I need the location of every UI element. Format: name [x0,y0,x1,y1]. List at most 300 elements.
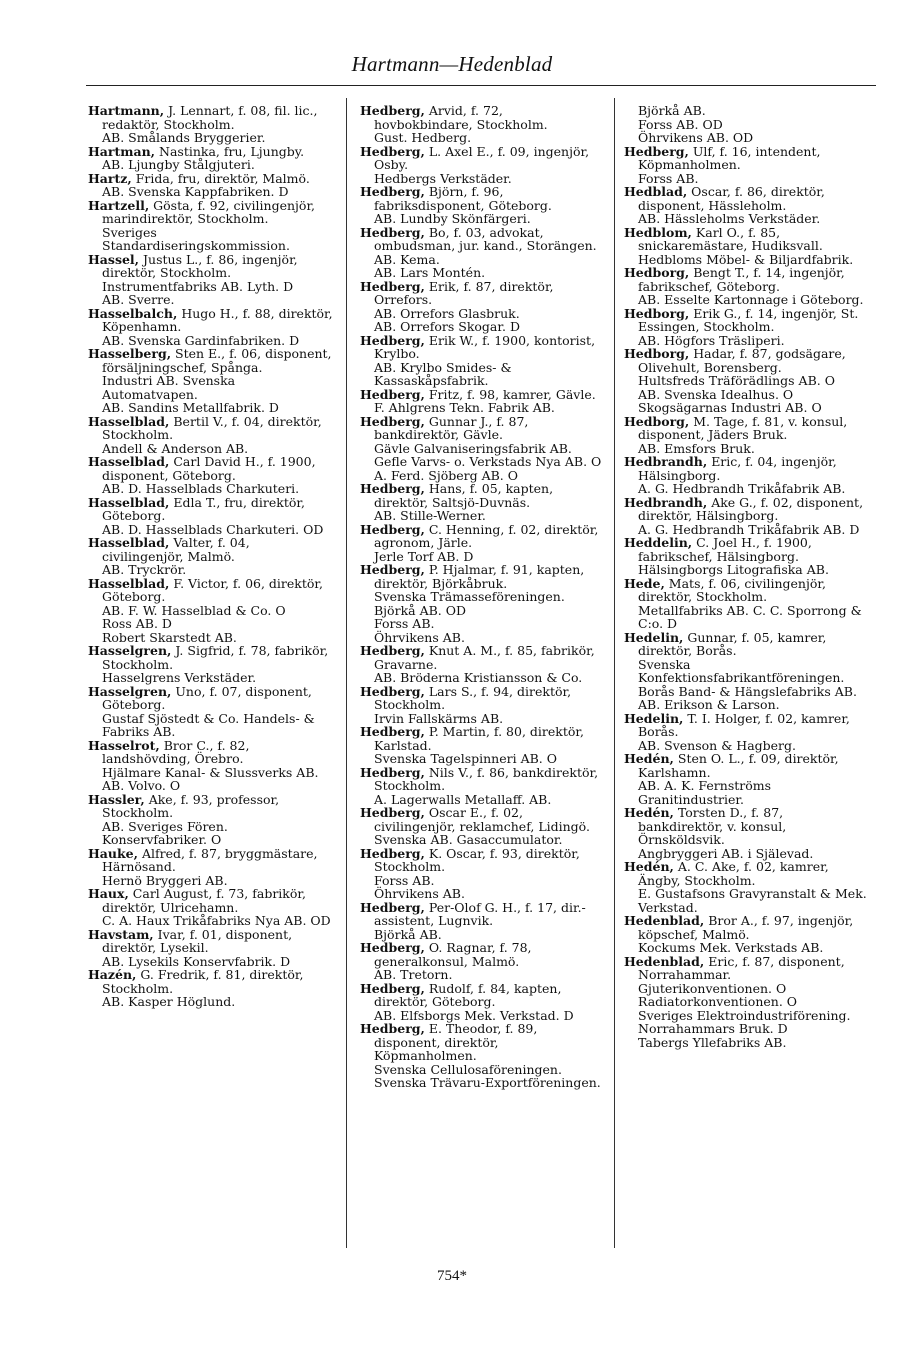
entry-company: AB. A. K. Fernströms Granitindustrier. [638,778,772,807]
entry-surname: Hedenblad, [624,913,705,928]
entry-surname: Hedberg, [360,386,425,402]
directory-entry [624,104,868,145]
entry-company: A. Ferd. Sjöberg AB. O [374,467,519,483]
entry-surname: Hedberg, [360,724,425,739]
directory-entry [360,104,602,145]
entry-surname: Hedberg, [360,683,425,699]
directory-entry [624,226,868,267]
entry-company: Gävle Galvaniseringsfabrik AB. [374,440,572,456]
entry-details: Torsten D., f. 87, bankdirektör, v. konsul, Örnsköldsvik. [638,805,787,847]
entry-company: Svenska Trävaru-Exportföreningen. [374,1075,601,1090]
entry-company: Svenska Trämasseföreningen. [374,589,565,604]
entry-company: A. G. Hedbrandh Trikåfabrik AB. [638,481,846,496]
entry-company: Björkå AB. [374,926,442,942]
entry-person [624,860,868,887]
directory-entry [624,752,868,806]
entry-company: Robert Skarstedt AB. [102,629,237,645]
entry-person [624,752,868,779]
entry-surname: Hedborg, [624,305,690,321]
entry-surname: Hedberg, [360,899,425,915]
entry-company: AB. Emsfors Bruk. [638,440,755,456]
entry-surname: Hasselgren, [88,683,172,699]
directory-entry [360,563,602,644]
entry-surname: Hasselgren, [88,643,172,658]
entry-details: A. C. Ake, f. 02, kamrer, Ängby, Stockholm. [638,859,829,888]
entry-company: Hasselgrens Verkstäder. [102,670,257,685]
entry-person [360,563,602,590]
entry-person [624,806,868,847]
entry-company: AB. Krylbo Smides- & Kassaskåpsfabrik. [374,359,512,388]
entry-company: Irvin Fallskärms AB. [374,710,504,726]
header-rule [86,85,876,86]
entry-surname: Hedberg, [360,764,425,780]
directory-entry [88,847,334,888]
entry-details: Knut A. M., f. 85, fabrikör, Gravarne. [374,643,595,672]
entry-details: Erik W., f. 1900, kontorist, Krylbo. [374,332,596,361]
directory-entry [88,887,334,928]
directory-entry [88,104,334,145]
entry-person [360,982,602,1009]
directory-entry [624,347,868,415]
entry-person [360,523,602,550]
entry-surname: Haux, [88,886,129,901]
entry-details: Karl O., f. 85, snickaremästare, Hudiksvall. [638,224,823,253]
directory-entry [88,793,334,847]
entry-person [88,793,334,820]
directory-entry [360,226,602,280]
entry-company: AB. Elfsborgs Mek. Verkstad. D [374,1007,574,1023]
directory-entry [624,536,868,577]
entry-company: Forss AB. [374,616,435,631]
directory-entry [624,860,868,914]
entry-details: Bror A., f. 97, ingenjör, köpschef, Malmö. [638,913,854,942]
entry-details: Bo, f. 03, advokat, ombudsman, jur. kand., Storängen. [374,224,597,253]
entry-details: Erik, f. 87, direktör, Orrefors. [374,278,554,307]
entry-company: Instrumentfabriks AB. Lyth. D [102,278,294,294]
entry-surname: Hedberg, [360,1021,425,1036]
entry-details: P. Hjalmar, f. 91, kapten, direktör, Björkåbruk. [374,562,585,591]
entry-person [624,307,868,334]
entry-company: Hedbergs Verkstäder. [374,170,512,186]
directory-entry [88,536,334,577]
entry-person [360,280,602,307]
entry-details: Lars S., f. 94, direktör, Stockholm. [374,683,572,712]
entry-company: AB. Smålands Bryggerier. [102,130,266,145]
entry-details: Hugo H., f. 88, direktör, Köpenhamn. [102,305,333,334]
directory-entry [88,577,334,645]
entry-company: A. Lagerwalls Metallaff. AB. [374,791,552,807]
entry-surname: Hedén, [624,751,674,766]
directory-entry [624,307,868,348]
entry-person [88,847,334,874]
entry-surname: Hedberg, [360,103,425,118]
entry-company: Forss AB. [638,170,699,186]
directory-entry [88,253,334,307]
entry-person [360,104,602,131]
entry-company: Gustaf Sjöstedt & Co. Handels- & Fabriks AB. [102,710,315,739]
entry-details: C. Joel H., f. 1900, fabrikschef, Hälsingborg. [638,535,812,564]
entry-person [624,455,868,482]
directory-entry [88,968,334,1009]
entry-person [360,185,602,212]
directory-entry [88,307,334,348]
entry-company: Radiatorkonventionen. O [638,994,798,1009]
entry-surname: Hasselblad, [88,454,170,469]
entry-company: Hernö Bryggeri AB. [102,872,228,888]
entry-company: AB. Lars Montén. [374,265,486,280]
entry-company: AB. Högfors Träsliperi. [638,332,785,348]
directory-entry [88,415,334,456]
directory-entry [88,172,334,199]
entry-person [360,725,602,752]
directory-entry [360,388,602,415]
entry-person [88,685,334,712]
column-divider [614,98,615,1248]
directory-entry [624,631,868,712]
directory-entry [360,280,602,334]
entry-details: P. Martin, f. 80, direktör, Karlstad. [374,724,584,753]
entry-company: AB. Kasper Höglund. [102,994,236,1009]
directory-entry [360,766,602,807]
entry-surname: Hede, [624,575,665,591]
entry-company: Metallfabriks AB. C. C. Sporrong & C:o. D [638,602,862,631]
entry-person [88,415,334,442]
entry-person [88,887,334,914]
directory-entry [360,1022,602,1090]
entry-details: Mats, f. 06, civilingenjör, direktör, Stockholm. [638,575,826,604]
entry-company: AB. F. W. Hasselblad & Co. O [102,602,286,618]
directory-entry [88,199,334,253]
entry-company: Skogsägarnas Industri AB. O [638,400,822,415]
entry-person [360,847,602,874]
entry-surname: Hedberg, [360,184,425,199]
directory-entry [624,955,868,1050]
entry-company: Öhrvikens AB. [374,886,465,901]
directory-entry [88,145,334,172]
entry-details: Bertil V., f. 04, direktör, Stockholm. [102,413,322,442]
entry-company: Norrahammars Bruk. D [638,1021,788,1036]
entry-details: Frida, fru, direktör, Malmö. [135,170,310,186]
entry-company: Svenska AB. Gasaccumulator. [374,832,563,847]
entry-person [360,766,602,793]
entry-person [88,253,334,280]
entry-surname: Hasselblad, [88,575,170,591]
entry-company: Björkå AB. OD [374,602,466,618]
entry-details: F. Victor, f. 06, direktör, Göteborg. [102,575,323,604]
entry-company: Angbryggeri AB. i Själevad. [638,845,814,861]
directory-entry [88,739,334,793]
entry-company: Gust. Hedberg. [374,130,472,145]
entry-surname: Hedberg, [360,845,425,861]
entry-details: Alfred, f. 87, bryggmästare, Härnösand. [102,845,318,874]
entry-details: Carl David H., f. 1900, disponent, Göteborg. [102,454,316,483]
directory-entry [624,914,868,955]
entry-surname: Havstam, [88,926,154,942]
column-divider [346,98,347,1248]
entry-company: AB. Sandins Metallfabrik. D [102,400,279,415]
entry-company: Gjuterikonventionen. O [638,980,787,996]
entry-surname: Hedblom, [624,224,692,240]
entry-details: Björn, f. 96, fabriksdisponent, Göteborg. [374,184,552,213]
entry-surname: Hauke, [88,845,138,861]
entry-company: AB. D. Hasselblads Charkuteri. [102,481,300,496]
entry-surname: Hedberg, [360,143,425,159]
entry-surname: Hasselblad, [88,494,170,510]
entry-details: Eric, f. 04, ingenjör, Hälsingborg. [638,454,837,483]
entry-details: Edla T., fru, direktör, Göteborg. [102,494,305,523]
directory-entry [360,415,602,483]
directory-entry [360,901,602,942]
entry-surname: Hedborg, [624,346,690,361]
entry-details: Rudolf, f. 84, kapten, direktör, Göteborg. [374,980,562,1009]
entry-surname: Hedberg, [360,562,425,577]
entry-company: F. Ahlgrens Tekn. Fabrik AB. [374,400,555,415]
entry-person [624,145,868,172]
entry-surname: Hedberg, [360,643,425,658]
entry-company: Sveriges Standardiseringskommission. [102,224,290,253]
entry-company: AB. Orrefors Glasbruk. [374,305,520,321]
entry-person [624,347,868,374]
directory-entry [360,482,602,523]
entry-surname: Hedborg, [624,413,690,429]
entry-surname: Hedberg, [360,940,425,955]
entry-person [360,415,602,442]
directory-entry [624,455,868,496]
entry-details: O. Ragnar, f. 78, generalkonsul, Malmö. [374,940,532,969]
entry-surname: Hedberg, [360,413,425,429]
entry-details: Justus L., f. 86, ingenjör, direktör, Stockholm. [102,251,298,280]
entry-person [88,172,334,186]
entry-company: AB. Ljungby Stålgjuteri. [102,157,255,172]
entry-company: Hälsingborgs Litografiska AB. [638,562,829,577]
entry-person [88,199,334,226]
entry-details: Sten O. L., f. 09, direktör, Karlshamn. [638,751,839,780]
directory-entry [360,523,602,564]
entry-surname: Hedén, [624,859,674,874]
entry-surname: Hedbrandh, [624,454,708,469]
directory-entry [624,145,868,186]
entry-company: Borås Band- & Hängslefabriks AB. [638,683,857,699]
entry-surname: Hedberg, [360,332,425,348]
entry-details: Sten E., f. 06, disponent, försäljningschef, Spånga. [102,346,332,375]
entry-company: E. Gustafsons Gravyranstalt & Mek. Verkstad. [638,886,867,915]
entry-person [360,941,602,968]
entry-details: Oscar E., f. 02, civilingenjör, reklamchef, Lidingö. [374,805,590,834]
entry-person [88,104,334,131]
entry-details: Ulf, f. 16, intendent, Köpmanholmen. [638,143,821,172]
entry-person [624,577,868,604]
directory-entry [360,685,602,726]
entry-company: AB. Bröderna Kristiansson & Co. [374,670,583,685]
entry-surname: Hedelin, [624,629,684,645]
entry-company: Industri AB. Svenska Automatvapen. [102,373,236,402]
entry-person [88,496,334,523]
entry-company: Hultsfreds Träförädlings AB. O [638,373,835,388]
directory-entry [624,185,868,226]
entry-company: Gefle Varvs- o. Verkstads Nya AB. O [374,454,602,469]
entry-company: Forss AB. OD [638,116,723,132]
entry-company: Ross AB. D [102,616,172,631]
entry-details: K. Oscar, f. 93, direktör, Stockholm. [374,845,580,874]
entry-surname: Hedén, [624,805,674,820]
column-3 [624,104,868,1049]
entry-surname: Hedberg, [360,521,425,537]
entry-person [88,968,334,995]
column-1 [88,104,334,1009]
entry-details: Gunnar J., f. 87, bankdirektör, Gävle. [374,413,529,442]
entry-company: Jerle Torf AB. D [374,548,474,564]
entry-company: AB. Hässleholms Verkstäder. [638,211,821,226]
entry-company: AB. Svenska Idealhus. O [638,386,794,402]
entry-company: Svenska Cellulosaföreningen. [374,1061,562,1077]
directory-entry [88,496,334,537]
entry-surname: Hartmann, [88,103,165,118]
entry-person [360,806,602,833]
entry-person [88,928,334,955]
entry-person [88,307,334,334]
entry-person [624,712,868,739]
entry-surname: Hartman, [88,143,156,159]
entry-company: A. G. Hedbrandh Trikåfabrik AB. D [638,521,860,537]
entry-company: AB. Lysekils Konservfabrik. D [102,953,291,969]
entry-company: AB. Svenson & Hagberg. [638,737,797,753]
entry-surname: Hedenblad, [624,953,705,969]
entry-surname: Hedberg, [360,278,425,294]
entry-surname: Heddelin, [624,535,693,550]
entry-surname: Hassler, [88,791,145,807]
entry-details: Per-Olof G. H., f. 17, dir.-assistent, Lugnvik. [374,899,586,928]
entry-company: Andell & Anderson AB. [102,440,249,456]
entry-details: C. Henning, f. 02, direktör, agronom, Järle. [374,521,599,550]
directory-entry [88,347,334,415]
entry-details: Fritz, f. 98, kamrer, Gävle. [428,386,596,402]
entry-details: E. Theodor, f. 89, disponent, direktör, Köpmanholmen. [374,1021,538,1063]
entry-surname: Hedberg, [360,224,425,240]
directory-entry [624,577,868,631]
entry-person [88,347,334,374]
entry-details: Nastinka, fru, Ljungby. [159,143,305,159]
entry-surname: Hasselblad, [88,413,170,429]
entry-details: Arvid, f. 72, hovbokbindare, Stockholm. [374,103,548,132]
directory-entry [360,334,602,388]
entry-details: Carl August, f. 73, fabrikör, direktör, Ulricehamn. [102,886,306,915]
entry-details: Ivar, f. 01, disponent, direktör, Lysekil. [102,926,293,955]
entry-details: Hadar, f. 87, godsägare, Olivehult, Borensberg. [638,346,846,375]
entry-details: Bengt T., f. 14, ingenjör, fabrikschef, Göteborg. [638,265,845,294]
entry-surname: Hasselbalch, [88,305,178,321]
entry-surname: Hedblad, [624,184,688,199]
entry-person [360,334,602,361]
entry-company: AB. Sverre. [102,292,175,307]
entry-surname: Hedborg, [624,265,690,280]
entry-company: Björkå AB. [638,103,706,118]
entry-person [624,955,868,982]
directory-entry [360,644,602,685]
directory-entry [88,928,334,969]
entry-person [360,388,602,402]
entry-person [624,536,868,563]
directory-entry [88,455,334,496]
entry-details: Hans, f. 05, kapten, direktör, Saltsjö-Duvnäs. [374,481,554,510]
entry-company: Tabergs Yllefabriks AB. [638,1034,787,1050]
entry-person [360,644,602,671]
entry-person [360,1022,602,1063]
entry-surname: Hedberg, [360,805,425,820]
entry-surname: Hartzell, [88,197,150,213]
entry-person [624,266,868,293]
entry-person [88,536,334,563]
entry-person [624,185,868,212]
entry-person [88,644,334,671]
entry-details: G. Fredrik, f. 81, direktör, Stockholm. [102,967,304,996]
directory-entry [624,415,868,456]
entry-details: T. I. Holger, f. 02, kamrer, Borås. [638,710,850,739]
entry-details: Gösta, f. 92, civilingenjör, marindirektör, Stockholm. [102,197,316,226]
entry-company: AB. Orrefors Skogar. D [374,319,520,334]
entry-details: J. Sigfrid, f. 78, fabrikör, Stockholm. [102,643,329,672]
entry-details: Valter, f. 04, civilingenjör, Malmö. [102,535,250,564]
entry-company: C. A. Haux Trikåfabriks Nya AB. OD [102,913,331,928]
entry-details: Eric, f. 87, disponent, Norrahammar. [638,953,845,982]
entry-details: J. Lennart, f. 08, fil. lic., redaktör, Stockholm. [102,103,318,132]
entry-person [88,455,334,482]
entry-surname: Hedbrandh, [624,494,708,510]
directory-entry [360,847,602,901]
entry-details: Ake G., f. 02, disponent, direktör, Hälsingborg. [638,494,864,523]
directory-entry [360,806,602,847]
entry-company: Svenska Konfektionsfabrikantföreningen. [638,656,845,685]
entry-person [360,226,602,253]
directory-entry [88,685,334,739]
entry-surname: Hedberg, [360,481,425,496]
entry-company: Forss AB. [374,872,435,888]
entry-company: AB. Kema. [374,251,440,267]
entry-company: Hjälmare Kanal- & Slussverks AB. [102,764,319,780]
entry-surname: Hedelin, [624,710,684,726]
entry-surname: Hartz, [88,170,132,186]
entry-details: Erik G., f. 14, ingenjör, St. Essingen, Stockholm. [638,305,859,334]
directory-entry [360,725,602,766]
entry-details: M. Tage, f. 81, v. konsul, disponent, Jäders Bruk. [638,413,848,442]
entry-company: AB. Svenska Gardinfabriken. D [102,332,300,348]
entry-company: AB. D. Hasselblads Charkuteri. OD [102,521,324,537]
entry-details: Oscar, f. 86, direktör, disponent, Hässleholm. [638,184,825,213]
entry-details: Gunnar, f. 05, kamrer, direktör, Borås. [638,629,827,658]
entry-person [360,145,602,172]
entry-surname: Hasselblad, [88,535,170,550]
page-number: 754* [437,1268,467,1284]
entry-person [88,739,334,766]
entry-person [624,496,868,523]
entry-surname: Hassel, [88,251,140,267]
entry-company: Sveriges Elektroindustriförening. [638,1007,851,1023]
entry-company: AB. Erikson & Larson. [638,697,780,712]
entry-person [624,415,868,442]
entry-company: AB. Sveriges Fören. Konservfabriker. O [102,818,228,847]
directory-entry [360,185,602,226]
directory-entry [624,266,868,307]
entry-person [624,914,868,941]
entry-person [88,145,334,159]
entry-details: L. Axel E., f. 09, ingenjör, Osby. [374,143,590,172]
directory-entry [360,982,602,1023]
entry-details: Bror C., f. 82, landshövding, Örebro. [102,737,250,766]
entry-company: Hedbloms Möbel- & Biljardfabrik. [638,251,854,267]
column-2 [360,104,602,1090]
entry-company: AB. Svenska Kappfabriken. D [102,184,289,199]
entry-company: Kockums Mek. Verkstads AB. [638,940,824,955]
entry-person [624,226,868,253]
